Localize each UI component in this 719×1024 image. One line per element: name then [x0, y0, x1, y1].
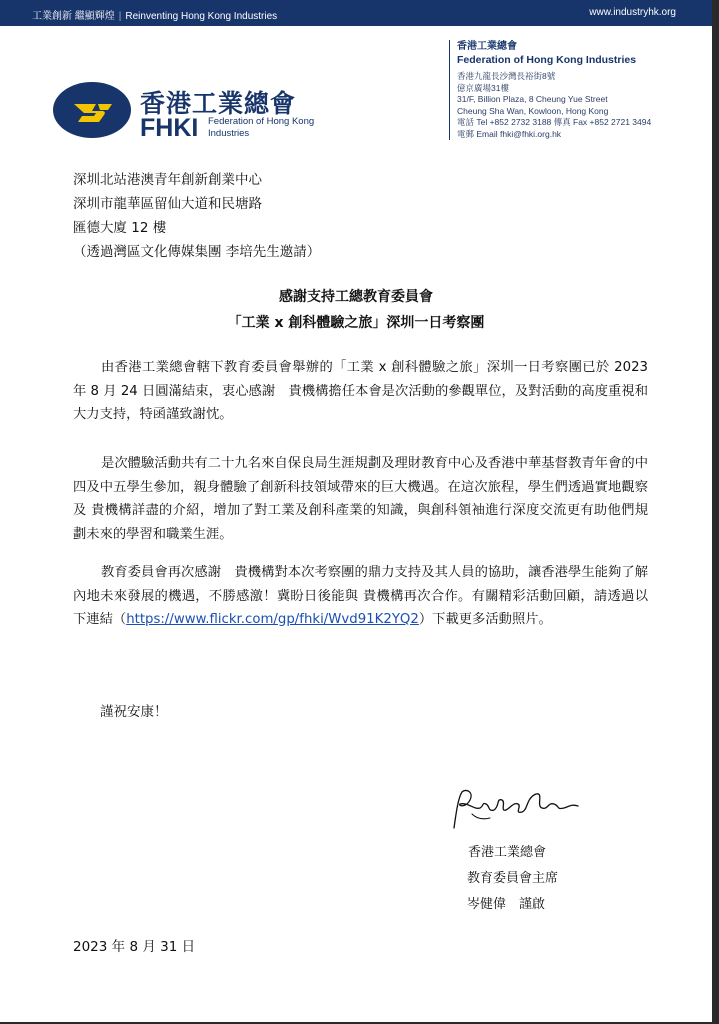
topbar-slogan: [32, 7, 277, 22]
signer-name: 岑健偉 謹啟: [467, 897, 546, 912]
website-link[interactable]: www.industryhk.org: [589, 7, 676, 18]
signature-block: [467, 840, 558, 918]
recipient-line: 匯德大廈 12 樓: [73, 220, 167, 236]
signer-organization: 香港工業總會: [468, 845, 547, 860]
address-divider: [449, 40, 450, 140]
recipient-line: 深圳北站港澳青年創新創業中心: [73, 172, 262, 188]
paragraph-text: 是次體驗活動共有二十九名來自保良局生涯規劃及理財教育中心及香港中華基督教青年會的中四及中五學生參加，親身體驗了創新科技領域帶來的巨大機遇。在這次旅程，學生們透過實地觀察及 貴機構詳盡的介紹，增加了對工業及創科產業的知識，與創科領袖進行深度交流更有助他們規劃未來的學習和職業生涯。: [73, 456, 648, 542]
letterhead-topbar: [0, 0, 712, 26]
paragraph-text: 教育委員會再次感謝 貴機構對本次考察團的鼎力支持及其人員的協助，讓香港學生能夠了解內地未來發展的機遇，不勝感激！冀盼日後能與 貴機構再次合作。有關精彩活動回顧，請透過以下連結（: [73, 565, 648, 627]
flickr-photo-link[interactable]: https://www.flickr.com/gp/fhki/Wvd91K2YQ2: [126, 612, 419, 627]
signer-position: 教育委員會主席: [467, 871, 559, 886]
address-title-en: Federation of Hong Kong Industries: [457, 54, 637, 66]
address-phone-fax: 電話 Tel +852 2732 3188 傳真 Fax +852 2721 3494: [457, 117, 652, 127]
body-paragraph-2: [73, 452, 648, 546]
recipient-line: 深圳市龍華區留仙大道和民塘路: [73, 196, 262, 212]
slogan-cn: 工業創新 繼顯輝煌: [32, 11, 115, 22]
handwritten-signature: [444, 784, 584, 834]
fhki-emblem-icon: [52, 80, 132, 140]
address-title-cn: 香港工業總會: [457, 41, 517, 52]
logo-abbr: FHKI: [140, 114, 199, 142]
fhki-logo: [52, 76, 315, 146]
body-paragraph-1: [73, 356, 648, 427]
recipient-via: （透過灣區文化傳媒集團 李培先生邀請）: [73, 244, 321, 260]
paragraph-text: ）下載更多活動照片。: [418, 612, 552, 627]
letter-subject: [0, 284, 712, 336]
letterhead-address: [457, 40, 697, 140]
recipient-block: [73, 168, 320, 264]
body-paragraph-3: [73, 561, 648, 632]
logo-name-cn: 香港工業總會: [140, 89, 297, 118]
address-email: 電郵 Email fhki@fhki.org.hk: [457, 128, 562, 139]
subject-line-1: 感謝支持工總教育委員會: [279, 289, 433, 305]
logo-name-en: Federation of Hong Kong Industries: [208, 116, 315, 139]
slogan-en: Reinventing Hong Kong Industries: [125, 11, 278, 22]
letter-date: 2023 年 8 月 31 日: [73, 939, 196, 955]
address-line: 31/F, Billion Plaza, 8 Cheung Yue Street: [457, 94, 608, 104]
slogan-separator: |: [118, 11, 122, 22]
paragraph-text: 由香港工業總會轄下教育委員會舉辦的「工業 x 創科體驗之旅」深圳一日考察團已於 2023 年 8 月 24 日圓滿結束，衷心感謝 貴機構擔任本會是次活動的參觀單位，及對活動的高度重視和大力支持，特函謹致謝忱。: [73, 360, 648, 422]
address-line: 億京廣場31樓: [457, 82, 509, 93]
closing-regards: 謹祝安康！: [100, 704, 168, 720]
address-line: 香港九龍長沙灣長裕街8號: [457, 71, 556, 81]
address-line: Cheung Sha Wan, Kowloon, Hong Kong: [457, 105, 609, 116]
subject-line-2: 「工業 x 創科體驗之旅」深圳一日考察團: [227, 315, 485, 331]
